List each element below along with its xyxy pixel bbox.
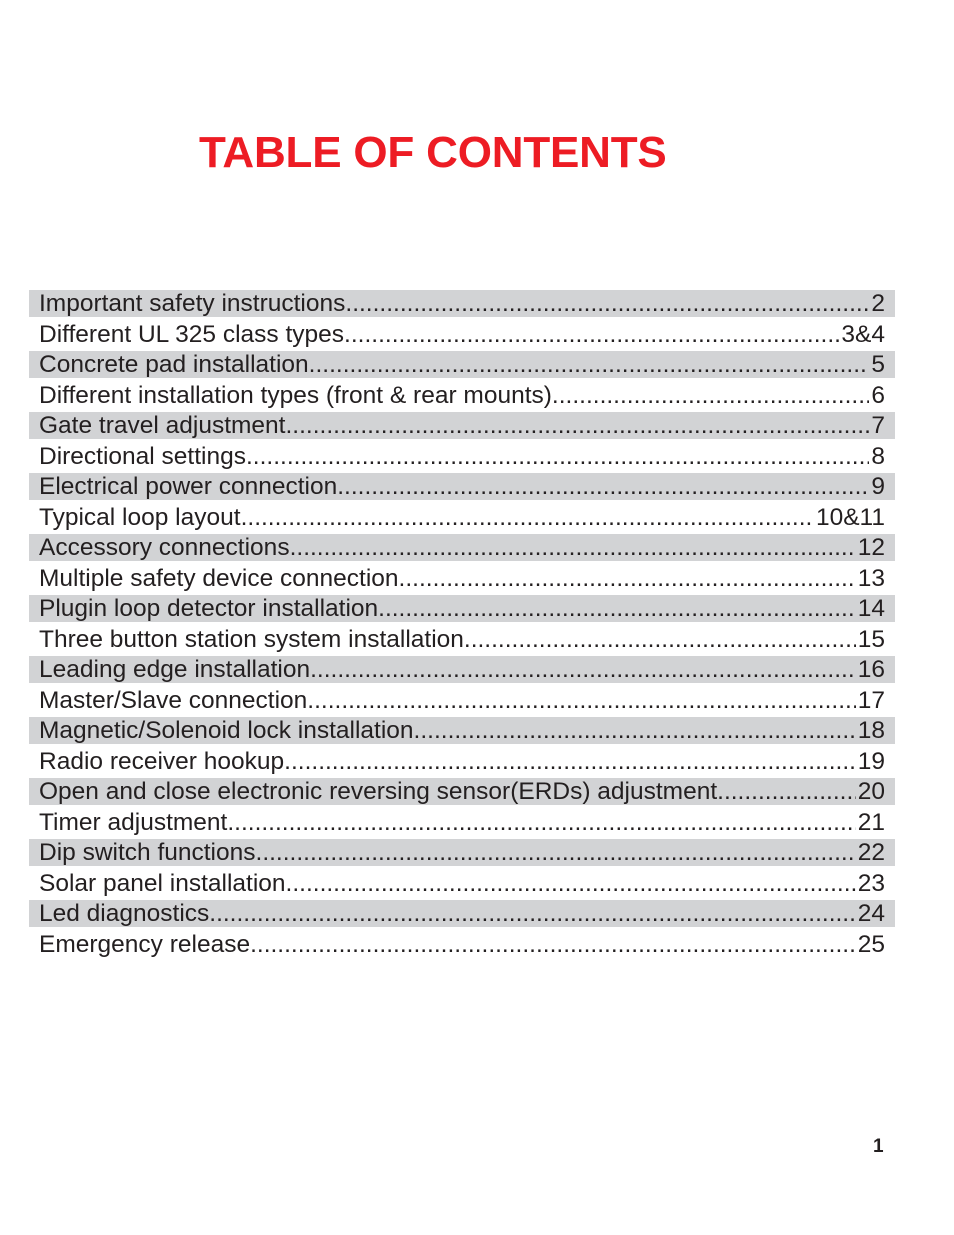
toc-entry <box>29 595 895 622</box>
toc-entry-page: 5 <box>871 351 885 378</box>
toc-entry <box>29 565 895 592</box>
toc-entry <box>29 931 895 958</box>
toc-entry-label: Emergency release <box>39 930 251 958</box>
dot-leader <box>246 443 869 470</box>
toc-entry <box>29 656 895 683</box>
page-title: TABLE OF CONTENTS <box>199 128 667 177</box>
toc-entry-label: Different UL 325 class types <box>39 320 345 348</box>
toc-entry-page: 3&4 <box>841 320 885 348</box>
toc-entry-label: Open and close electronic reversing sensor(ERDs) adjustment <box>39 778 718 805</box>
dot-leader <box>378 595 856 622</box>
toc-entry <box>29 321 895 348</box>
toc-entry-label: Timer adjustment <box>39 808 228 836</box>
dot-leader <box>552 382 869 409</box>
toc-entry-page: 8 <box>871 442 885 470</box>
dot-leader <box>227 809 855 836</box>
toc-entry-label: Plugin loop detector installation <box>39 595 379 622</box>
dot-leader <box>241 504 814 531</box>
toc-entry <box>29 443 895 470</box>
toc-entry <box>29 717 895 744</box>
toc-entry <box>29 748 895 775</box>
toc-entry-label: Gate travel adjustment <box>39 412 286 439</box>
toc-entry-label: Directional settings <box>39 442 246 470</box>
toc-entry-label: Leading edge installation <box>39 656 311 683</box>
toc-entry-label: Dip switch functions <box>39 839 256 866</box>
toc-entry-page: 13 <box>857 564 885 592</box>
toc-entry <box>29 839 895 866</box>
toc-entry-page: 23 <box>857 869 885 897</box>
toc-entry <box>29 626 895 653</box>
toc-entry <box>29 687 895 714</box>
dot-leader <box>290 534 856 561</box>
toc-entry <box>29 504 895 531</box>
dot-leader <box>414 717 856 744</box>
toc-entry <box>29 809 895 836</box>
toc-entry-page: 9 <box>871 473 885 500</box>
toc-entry-page: 25 <box>857 930 885 958</box>
toc-entry <box>29 473 895 500</box>
dot-leader <box>399 565 856 592</box>
toc-entry-label: Multiple safety device connection <box>39 564 399 592</box>
toc-entry <box>29 290 895 317</box>
toc-entry-page: 16 <box>857 656 885 683</box>
toc-entry-page: 17 <box>857 686 885 714</box>
toc-entry-label: Solar panel installation <box>39 869 286 897</box>
toc-entry <box>29 900 895 927</box>
dot-leader <box>284 748 856 775</box>
toc-entry <box>29 351 895 378</box>
toc-entry-page: 15 <box>857 625 885 653</box>
table-of-contents <box>29 290 895 961</box>
dot-leader <box>464 626 856 653</box>
toc-entry-label: Important safety instructions <box>39 290 346 317</box>
dot-leader <box>717 778 856 805</box>
toc-entry-page: 24 <box>857 900 885 927</box>
toc-entry-page: 7 <box>871 412 885 439</box>
toc-entry <box>29 778 895 805</box>
dot-leader <box>286 870 856 897</box>
toc-entry-label: Accessory connections <box>39 534 290 561</box>
toc-entry-page: 18 <box>857 717 885 744</box>
dot-leader <box>337 473 869 500</box>
toc-entry-page: 10&11 <box>815 503 885 531</box>
toc-entry <box>29 412 895 439</box>
toc-entry-label: Typical loop layout <box>39 503 241 531</box>
toc-entry-label: Radio receiver hookup <box>39 747 285 775</box>
toc-entry <box>29 870 895 897</box>
dot-leader <box>250 931 856 958</box>
toc-entry-page: 22 <box>857 839 885 866</box>
dot-leader <box>309 351 870 378</box>
dot-leader <box>307 687 855 714</box>
toc-entry <box>29 534 895 561</box>
toc-entry-label: Master/Slave connection <box>39 686 308 714</box>
toc-entry-page: 2 <box>871 290 885 317</box>
dot-leader <box>209 900 855 927</box>
toc-entry-label: Led diagnostics <box>39 900 210 927</box>
toc-entry-page: 21 <box>857 808 885 836</box>
dot-leader <box>310 656 856 683</box>
toc-entry-label: Three button station system installation <box>39 625 464 653</box>
dot-leader <box>256 839 856 866</box>
dot-leader <box>344 321 839 348</box>
toc-entry-page: 12 <box>857 534 885 561</box>
toc-entry-page: 14 <box>857 595 885 622</box>
toc-entry-page: 6 <box>871 381 885 409</box>
dot-leader <box>285 412 869 439</box>
toc-entry-label: Concrete pad installation <box>39 351 309 378</box>
page-number: 1 <box>873 1136 884 1157</box>
toc-entry-label: Electrical power connection <box>39 473 338 500</box>
toc-entry-page: 19 <box>857 747 885 775</box>
toc-entry-label: Different installation types (front & rear mounts) <box>39 381 552 409</box>
toc-entry-page: 20 <box>857 778 885 805</box>
dot-leader <box>345 290 869 317</box>
toc-entry-label: Magnetic/Solenoid lock installation <box>39 717 414 744</box>
toc-entry <box>29 382 895 409</box>
